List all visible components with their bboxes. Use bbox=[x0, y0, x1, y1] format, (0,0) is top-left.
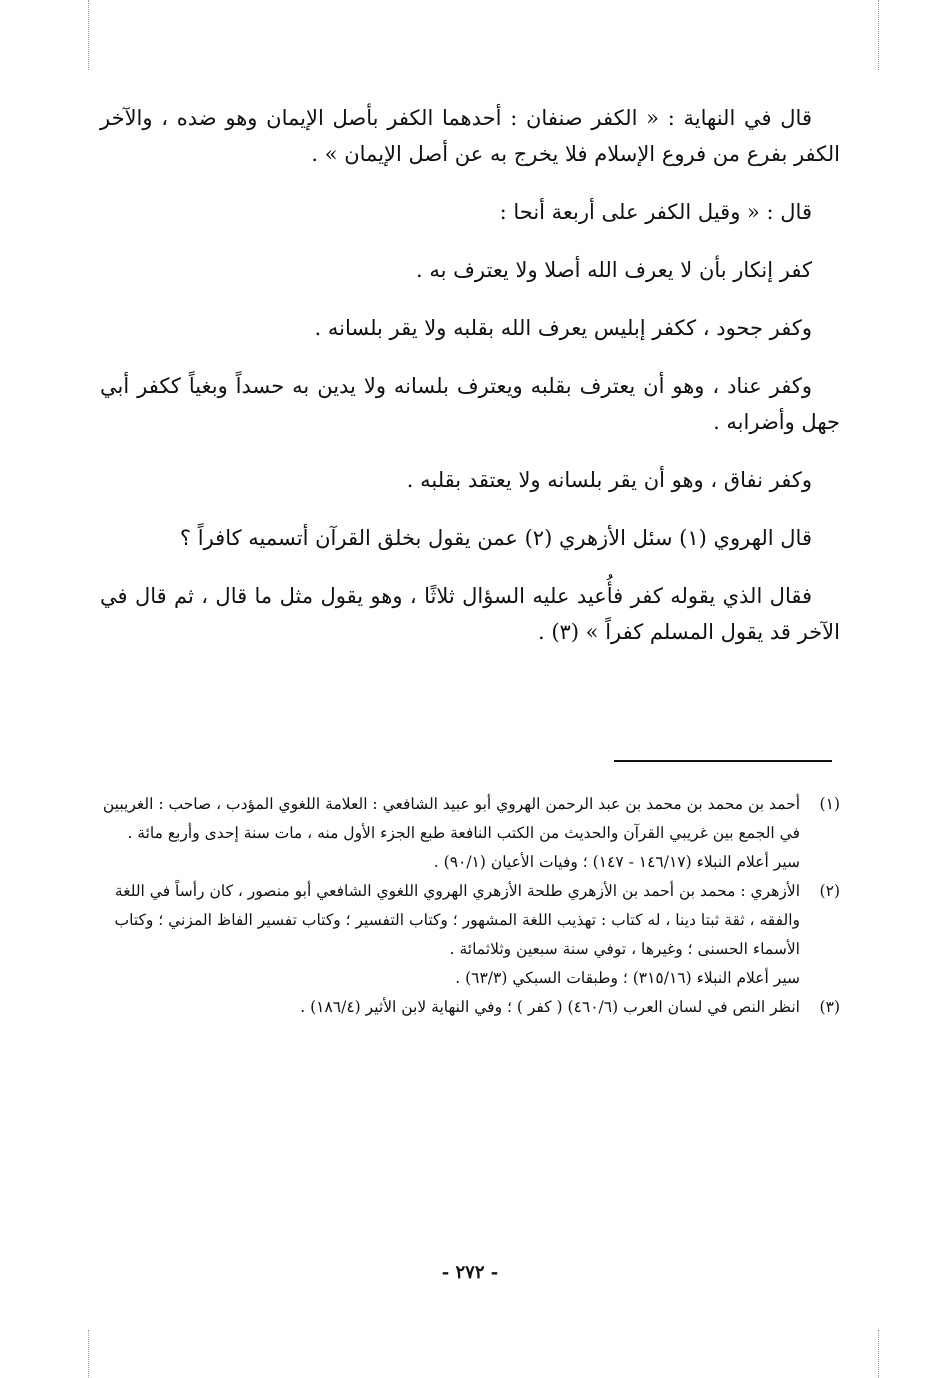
footnote-2 bbox=[100, 877, 840, 993]
crop-mark-left bbox=[88, 0, 89, 70]
paragraph-5: وكفر عناد ، وهو أن يعترف بقلبه ويعترف بلسانه ولا يدين به حسداً وبغياً ككفر أبي جهل وأضرابه . bbox=[100, 374, 840, 434]
crop-mark-bottom-right bbox=[878, 1330, 879, 1378]
footnote-3 bbox=[100, 993, 840, 1022]
crop-mark-right bbox=[878, 0, 879, 70]
footnote-number: (٣) bbox=[819, 998, 840, 1016]
footnote-number: (١) bbox=[819, 795, 840, 813]
paragraph-2: قال : « وقيل الكفر على أربعة أنحا : bbox=[499, 200, 812, 224]
footnote-source: سير أعلام النبلاء (٣١٥/١٦) ؛ وطبقات السبكي (٦٣/٣) . bbox=[455, 969, 800, 987]
paragraph-8: فقال الذي يقوله كفر فأُعيد عليه السؤال ثلاثًا ، وهو يقول مثل ما قال ، ثم قال في الآخر قد يقول المسلم كفراً » (٣) . bbox=[100, 584, 840, 644]
page-number: - ٢٧٢ - bbox=[441, 1262, 499, 1283]
footnote-source: سير أعلام النبلاء (١٤٦/١٧ - ١٤٧) ؛ وفيات الأعيان (٩٠/١) . bbox=[433, 853, 800, 871]
footnote-1 bbox=[100, 790, 840, 877]
paragraph-4: وكفر جحود ، ككفر إبليس يعرف الله بقلبه ولا يقر بلسانه . bbox=[314, 316, 812, 340]
paragraph-6: وكفر نفاق ، وهو أن يقر بلسانه ولا يعتقد بقلبه . bbox=[406, 468, 812, 492]
paragraph-3: كفر إنكار بأن لا يعرف الله أصلا ولا يعترف به . bbox=[416, 258, 812, 282]
footnote-separator bbox=[614, 760, 832, 762]
paragraph-7: قال الهروي (١) سئل الأزهري (٢) عمن يقول بخلق القرآن أتسميه كافراً ؟ bbox=[179, 526, 812, 550]
crop-mark-bottom-left bbox=[88, 1330, 89, 1378]
footnote-number: (٢) bbox=[819, 882, 840, 900]
footnote-text: الأزهري : محمد بن أحمد بن الأزهري طلحة الأزهري الهروي اللغوي الشافعي أبو منصور ، كان رأساً في اللغة والفقه ، ثقة ثبتا دينا ، له كتاب : تهذيب اللغة المشهور ؛ وكتاب التفسير ؛ وكتاب تفسير الفاظ المزني ؛ وكتاب الأسماء الحسنى ؛ وغيرها ، توفي سنة سبعين وثلاثمائة . bbox=[114, 882, 800, 958]
footnotes bbox=[100, 790, 840, 1022]
footnote-text: انظر النص في لسان العرب (٤٦٠/٦) ( كفر ) ؛ وفي النهاية لابن الأثير (١٨٦/٤) . bbox=[300, 998, 800, 1016]
footnote-text: أحمد بن محمد بن محمد بن عبد الرحمن الهروي أبو عبيد الشافعي : العلامة اللغوي المؤدب ، صاحب : الغريبين في الجمع بين غريبي القرآن والحديث من الكتب النافعة طبع الجزء الأول منه ، مات سنة إحدى وأربع مائة . bbox=[102, 795, 800, 842]
paragraph-1: قال في النهاية : « الكفر صنفان : أحدهما الكفر بأصل الإيمان وهو ضده ، والآخر الكفر بفرع من فروع الإسلام فلا يخرج به عن أصل الإيمان » . bbox=[100, 106, 840, 166]
main-text bbox=[100, 100, 840, 672]
